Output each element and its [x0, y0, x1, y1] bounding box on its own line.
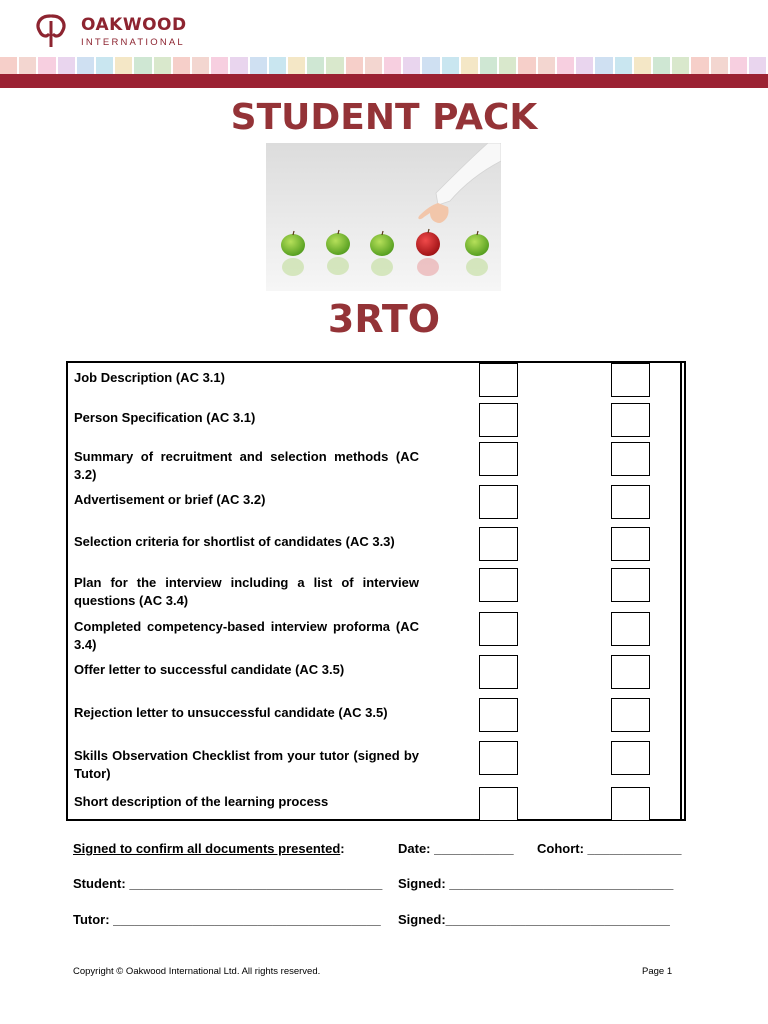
color-swatch [250, 57, 267, 74]
color-swatch [615, 57, 632, 74]
student-checkbox[interactable] [479, 363, 518, 397]
checklist-item-label: Job Description (AC 3.1) [74, 370, 225, 385]
color-swatch [730, 57, 747, 74]
student-checkbox[interactable] [479, 442, 518, 476]
unit-code: 3RTO [327, 297, 441, 341]
color-swatch [230, 57, 247, 74]
color-swatch [422, 57, 439, 74]
tutor-field[interactable]: Tutor: _____________________________________ [73, 912, 381, 927]
color-swatch [0, 57, 17, 74]
color-swatch [691, 57, 708, 74]
color-swatch [557, 57, 574, 74]
footer-page-number: Page 1 [642, 966, 673, 977]
tutor-checkbox[interactable] [611, 442, 650, 476]
student-checkbox[interactable] [479, 698, 518, 732]
checklist-item-label: Skills Observation Checklist from your tutor (signed by Tutor) [74, 748, 419, 781]
color-swatch [384, 57, 401, 74]
color-swatch [96, 57, 113, 74]
checklist-item-label: Offer letter to successful candidate (AC 3.5) [74, 662, 345, 677]
student-checkbox[interactable] [479, 485, 518, 519]
tutor-checkbox[interactable] [611, 698, 650, 732]
table-right-divider [680, 363, 682, 821]
cohort-field[interactable]: Cohort: _____________ [537, 841, 682, 856]
color-swatch [173, 57, 190, 74]
tutor-checkbox[interactable] [611, 612, 650, 646]
oakwood-emblem-icon [32, 12, 76, 52]
tutor-checkbox[interactable] [611, 527, 650, 561]
checklist-item-label: Completed competency-based interview proforma (AC 3.4) [74, 619, 419, 652]
color-swatch [595, 57, 612, 74]
student-checkbox[interactable] [479, 403, 518, 437]
brand-subtitle: INTERNATIONAL [81, 37, 185, 48]
checklist-item-label: Rejection letter to unsuccessful candidate (AC 3.5) [74, 705, 388, 720]
color-swatch [653, 57, 670, 74]
color-swatch [672, 57, 689, 74]
tutor-checkbox[interactable] [611, 741, 650, 775]
color-swatch [538, 57, 555, 74]
student-checkbox[interactable] [479, 612, 518, 646]
student-checkbox[interactable] [479, 527, 518, 561]
checklist-item-label: Selection criteria for shortlist of candidates (AC 3.3) [74, 534, 395, 549]
student-signed-field[interactable]: Signed: _______________________________ [398, 876, 674, 891]
color-swatch [192, 57, 209, 74]
color-swatch [711, 57, 728, 74]
student-checkbox[interactable] [479, 741, 518, 775]
documents-checklist [66, 361, 686, 821]
checklist-item-label: Summary of recruitment and selection methods (AC 3.2) [74, 449, 419, 482]
color-swatch [269, 57, 286, 74]
tutor-checkbox[interactable] [611, 403, 650, 437]
color-swatch [77, 57, 94, 74]
color-swatch [38, 57, 55, 74]
color-swatch [499, 57, 516, 74]
brand-name: OAKWOOD [81, 15, 187, 35]
color-swatch [115, 57, 132, 74]
footer-copyright: Copyright © Oakwood International Ltd. All rights reserved. [73, 966, 321, 977]
tutor-checkbox[interactable] [611, 363, 650, 397]
color-swatch [403, 57, 420, 74]
student-checkbox[interactable] [479, 568, 518, 602]
color-swatch [576, 57, 593, 74]
color-swatch [134, 57, 151, 74]
tutor-signed-field[interactable]: Signed:_______________________________ [398, 912, 670, 927]
tutor-checkbox[interactable] [611, 485, 650, 519]
apples-photo [266, 143, 501, 291]
checklist-item-label: Short description of the learning process [74, 794, 329, 809]
color-swatch-strip [0, 57, 768, 74]
color-swatch [442, 57, 459, 74]
checklist-item-label: Plan for the interview including a list of interview questions (AC 3.4) [74, 575, 419, 608]
student-checkbox[interactable] [479, 787, 518, 821]
tutor-checkbox[interactable] [611, 568, 650, 602]
date-field[interactable]: Date: ___________ [398, 841, 514, 856]
color-swatch [480, 57, 497, 74]
color-swatch [346, 57, 363, 74]
color-swatch [461, 57, 478, 74]
color-swatch [288, 57, 305, 74]
color-swatch [307, 57, 324, 74]
color-swatch [154, 57, 171, 74]
confirm-label: Signed to confirm all documents presented: [73, 841, 345, 856]
tutor-checkbox[interactable] [611, 787, 650, 821]
oakwood-logo [32, 12, 192, 52]
color-swatch [58, 57, 75, 74]
color-swatch [211, 57, 228, 74]
color-swatch [749, 57, 766, 74]
color-swatch [634, 57, 651, 74]
color-swatch [365, 57, 382, 74]
color-swatch [518, 57, 535, 74]
checklist-item-label: Person Specification (AC 3.1) [74, 410, 256, 425]
color-swatch [326, 57, 343, 74]
student-checkbox[interactable] [479, 655, 518, 689]
checklist-item-label: Advertisement or brief (AC 3.2) [74, 492, 266, 507]
color-swatch [19, 57, 36, 74]
header-band [0, 74, 768, 88]
page-title: STUDENT PACK [230, 97, 538, 138]
student-field[interactable]: Student: ___________________________________ [73, 876, 383, 891]
tutor-checkbox[interactable] [611, 655, 650, 689]
